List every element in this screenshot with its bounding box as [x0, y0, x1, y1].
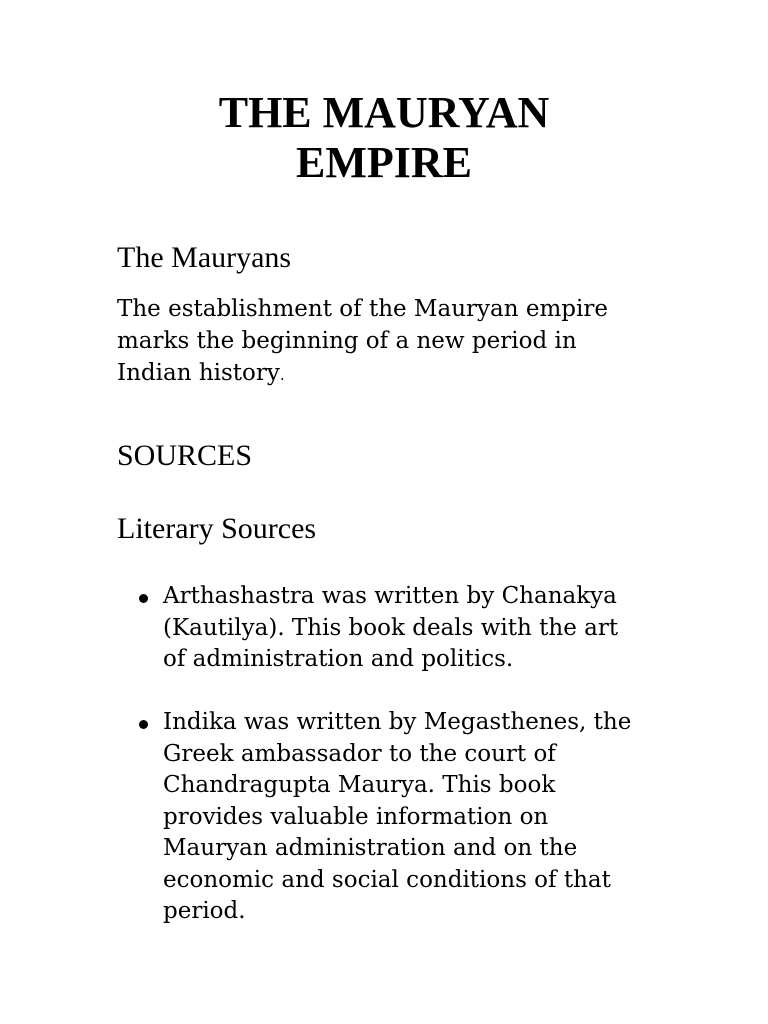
title-line: EMPIRE	[296, 138, 472, 187]
paragraph-line: The establishment of the Mauryan empire	[117, 296, 608, 322]
bullet-dot-icon	[139, 720, 148, 729]
bullet-line: Arthashastra was written by Chanakya	[163, 583, 617, 609]
title-line: THE MAURYAN	[218, 88, 550, 137]
paragraph-line	[117, 357, 677, 391]
document-title	[0, 88, 768, 188]
mauryans-paragraph	[117, 293, 677, 391]
bullet-line: Greek ambassador to the court of	[163, 740, 556, 767]
bullet-line: Chandragupta Maurya. This book	[163, 772, 556, 798]
bullet-indika	[163, 707, 703, 928]
paragraph-line: marks the beginning of a new period in	[117, 328, 577, 354]
heading-the-mauryans: The Mauryans	[117, 241, 292, 274]
bullet-line: period.	[163, 898, 246, 924]
bullet-line: provides valuable information on	[163, 803, 549, 830]
paragraph-period: .	[279, 366, 285, 384]
bullet-line: Indika was written by Megasthenes, the	[163, 709, 632, 735]
heading-sources: SOURCES	[117, 439, 253, 472]
bullet-line: Mauryan administration and on the	[163, 835, 578, 861]
bullet-arthashastra	[163, 581, 703, 676]
bullet-line: economic and social conditions of that	[163, 866, 611, 893]
paragraph-line-text: Indian history	[117, 360, 280, 386]
bullet-line: (Kautilya). This book deals with the art	[163, 614, 619, 641]
bullet-dot-icon	[139, 594, 148, 603]
bullet-line: of administration and politics.	[163, 646, 514, 672]
heading-literary-sources: Literary Sources	[117, 512, 317, 545]
